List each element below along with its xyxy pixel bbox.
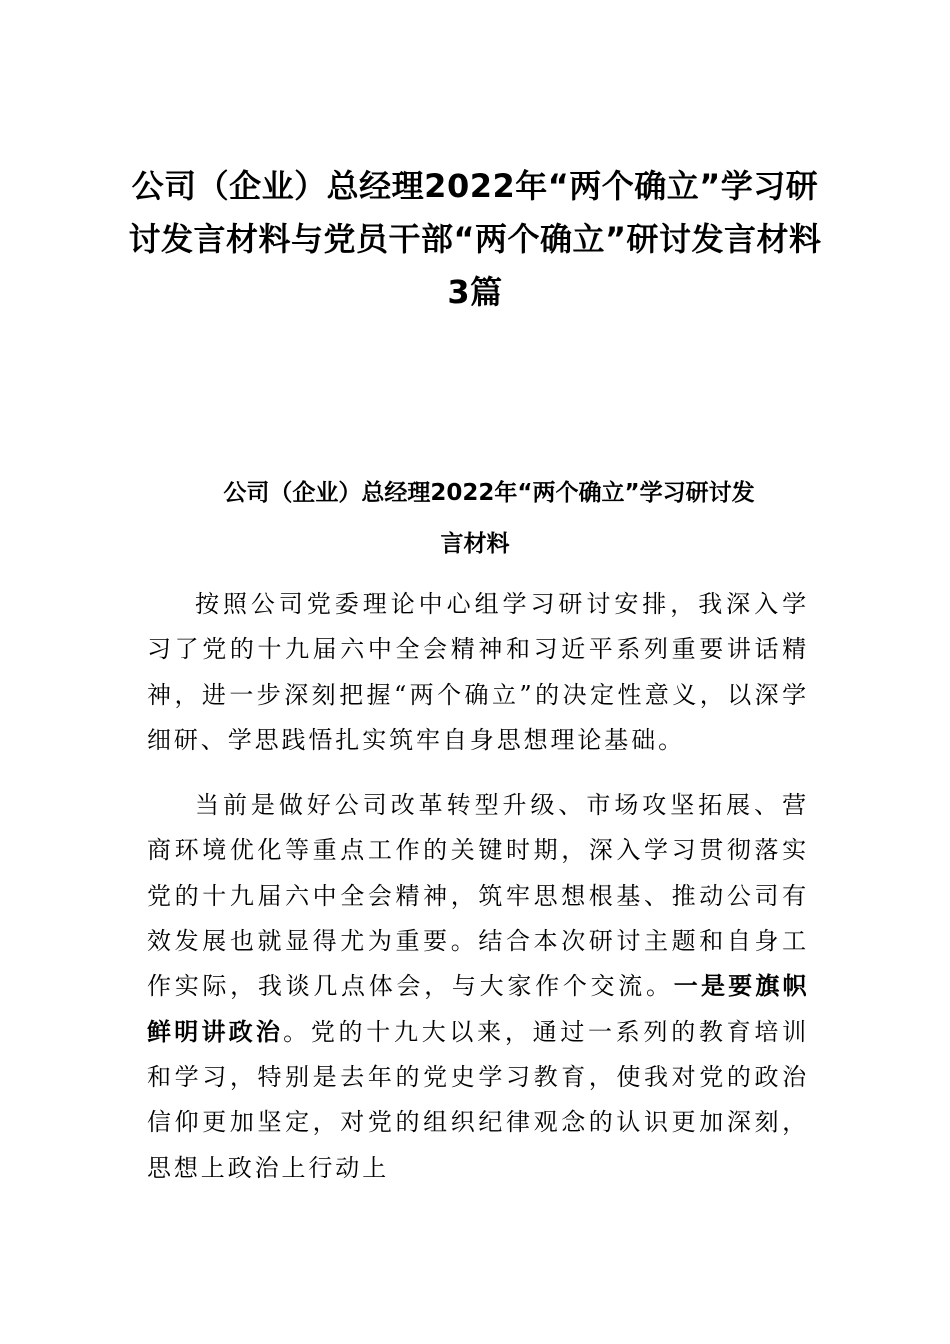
- section-title-line-1: 公司（企业）总经理2022年“两个确立”学习研讨发: [223, 480, 755, 506]
- paragraph-1: 按照公司党委理论中心组学习研讨安排，我深入学习了党的十九届六中全会精神和习近平系列重要讲话精神，进一步深刻把握“两个确立”的决定性意义，以深学细研、学思践悟扎实筑牢自身思想理论基础。: [147, 590, 809, 754]
- document-body: [147, 582, 809, 1191]
- paragraph-2-text-before: 当前是做好公司改革转型升级、市场攻坚拓展、营商环境优化等重点工作的关键时期，深入学习贯彻落实党的十九届六中全会精神，筑牢思想根基、推动公司有效发展也就显得尤为重要。结合本次研讨主题和自身工作实际，我谈几点体会，与大家作个交流。: [147, 791, 809, 1001]
- section-title: [120, 468, 830, 570]
- paragraph-2-emphasis: 一是要旗帜鲜明讲政治: [147, 972, 810, 1046]
- paragraph-2: [147, 783, 809, 1191]
- section-title-line-2: 言材料: [440, 531, 510, 557]
- paragraph-2-text-after: 。党的十九大以来，通过一系列的教育培训和学习，特别是去年的党史学习教育，使我对党的政治信仰更加坚定，对党的组织纪律观念的认识更加深刻，思想上政治上行动上: [147, 1017, 809, 1182]
- document-title: 公司（企业）总经理2022年“两个确立”学习研讨发言材料与党员干部“两个确立”研讨发言材料3篇: [128, 167, 822, 311]
